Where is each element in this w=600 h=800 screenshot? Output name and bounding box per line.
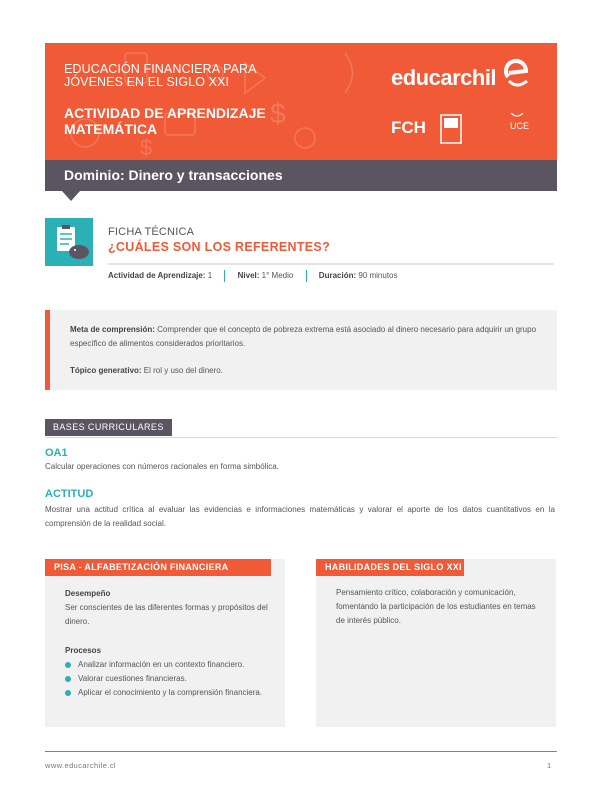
meta-value: 1: [205, 271, 213, 281]
meta-key: Nivel:: [237, 271, 260, 281]
meta-key: Duración:: [318, 271, 357, 281]
meta-separator: [306, 270, 307, 282]
actitud-title: ACTITUD: [45, 488, 94, 500]
domain-bar: [45, 160, 557, 191]
list-item: [65, 658, 275, 672]
activity-title-line: MATEMÁTICA: [64, 121, 158, 137]
list-item-text: Aplicar el conocimiento y la comprensión financiera.: [78, 688, 263, 697]
clipboard-piggy-icon: [45, 218, 93, 266]
educarchile-e-icon: [502, 57, 532, 91]
footer-url: www.educarchile.cl: [45, 761, 116, 770]
procesos-label: Procesos: [65, 646, 102, 655]
pisa-panel: [45, 559, 285, 727]
clipboard-icon: [45, 218, 93, 266]
actitud-text: Mostrar una actitud crítica al evaluar las evidencias e informaciones matemáticas y valorar el aporte de los datos cuantitativos en la comprensión de la realidad social.: [45, 505, 555, 528]
domain-label: Dominio: Dinero y transacciones: [64, 167, 283, 183]
bases-heading: BASES CURRICULARES: [45, 419, 172, 436]
list-item-text: Valorar cuestiones financieras.: [78, 674, 187, 683]
list-item: [65, 686, 275, 700]
meta-value: 1° Medio: [259, 271, 294, 281]
oa-title: OA1: [45, 447, 68, 459]
partner-logos: [391, 113, 541, 147]
domain-pointer: [62, 191, 80, 201]
meta-separator: [224, 270, 225, 282]
activity-meta: [108, 270, 398, 282]
desempeno-text: Ser conscientes de las diferentes formas y propósitos del dinero.: [65, 603, 268, 626]
activity-title: [64, 105, 266, 137]
goal-box: [45, 310, 557, 390]
educarchile-logo: educarchil: [391, 65, 497, 90]
goal-text: [70, 323, 550, 351]
svg-text:FCH: FCH: [391, 118, 426, 137]
desempeno-label: Desempeño: [65, 589, 111, 598]
footer-divider: [45, 751, 557, 752]
series-title-line: EDUCACIÓN FINANCIERA PARA: [64, 62, 257, 76]
habilidades-heading: HABILIDADES DEL SIGLO XXI: [316, 559, 464, 576]
series-title: [64, 63, 257, 89]
series-title-line: JÓVENES EN EL SIGLO XXI: [64, 75, 230, 89]
meta-key: Actividad de Aprendizaje:: [108, 271, 206, 281]
bullet-icon: [65, 690, 71, 696]
ficha-divider: [108, 263, 554, 265]
goal-description: Comprender que el concepto de pobreza extrema está asociado al dinero necesario para adquirir un grupo específico de alimentos considerados prioritarios.: [70, 325, 537, 348]
list-item: [65, 672, 275, 686]
svg-text:UCE: UCE: [509, 121, 529, 131]
svg-text:$: $: [270, 98, 286, 129]
bullet-icon: [65, 676, 71, 682]
topic-text: [70, 366, 223, 375]
list-item-text: Analizar información en un contexto financiero.: [78, 660, 245, 669]
header-banner: [45, 43, 557, 160]
activity-title-line: ACTIVIDAD DE APRENDIZAJE: [64, 105, 266, 121]
goal-label: Meta de comprensión:: [70, 325, 155, 334]
svg-text:$: $: [140, 135, 153, 160]
bases-divider: [45, 437, 557, 438]
bullet-icon: [65, 662, 71, 668]
page-number: 1: [547, 761, 552, 770]
procesos-list: [65, 658, 275, 700]
pisa-heading: PISA - ALFABETIZACIÓN FINANCIERA: [45, 559, 271, 576]
meta-value: 90 minutos: [356, 271, 398, 281]
topic-description: El rol y uso del dinero.: [141, 366, 223, 375]
oa-text: Calcular operaciones con números racionales en forma simbólica.: [45, 462, 279, 471]
habilidades-text: Pensamiento crítico, colaboración y comunicación, fomentando la participación de los estudiantes en temas de interés público.: [336, 588, 536, 625]
goal-accent-bar: [45, 310, 50, 390]
topic-label: Tópico generativo:: [70, 366, 142, 375]
ficha-title: ¿CUÁLES SON LOS REFERENTES?: [108, 240, 331, 254]
habilidades-panel: [316, 559, 556, 727]
ficha-label: FICHA TÉCNICA: [108, 226, 195, 238]
